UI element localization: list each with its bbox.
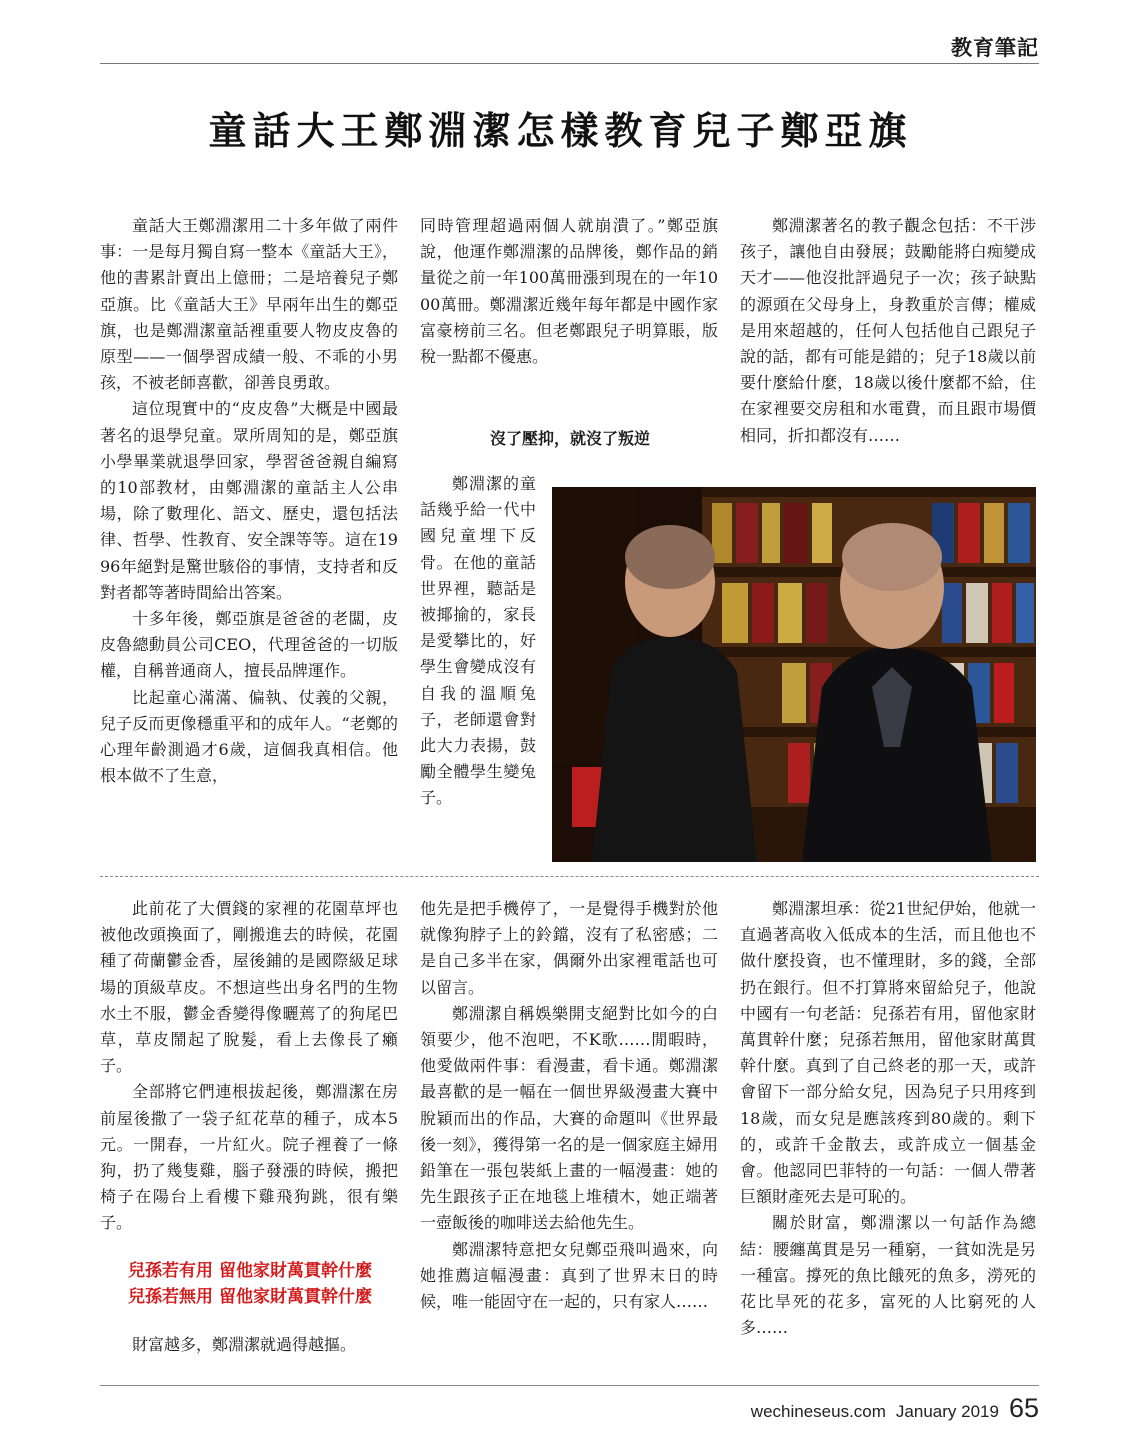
- paragraph: 財富越多，鄭淵潔就過得越摳。: [132, 1335, 357, 1354]
- bottom-column-1: [100, 896, 398, 1237]
- subheading-no-rebellion: 沒了壓抑，就沒了叛逆: [489, 429, 650, 448]
- header-rule: [100, 63, 1039, 64]
- footer: [751, 1393, 1039, 1424]
- page-number: 65: [1008, 1393, 1039, 1423]
- top-column-2b: [420, 471, 536, 812]
- paragraph: 全部將它們連根拔起後，鄭淵潔在房前屋後撒了一袋子紅花草的種子，成本5元。一開春，一片紅火。院子裡養了一條狗，扔了幾隻雞，腦子發漲的時候，搬把椅子在陽台上看樓下雞飛狗跳，很有樂子。: [100, 1082, 398, 1233]
- footer-site: wechineseus.com: [750, 1402, 886, 1421]
- paragraph: 鄭淵潔著名的教子觀念包括：不干涉孩子，讓他自由發展；鼓勵能將白痴變成天才——他沒批評過兒子一次；孩子缺點的源頭在父母身上，身教重於言傳；權威是用來超越的，任何人包括他自己跟兒子說的話，都有可能是錯的；兒子18歲以前要什麼給什麼，18歲以後什麼都不給，住在家裡要交房租和水電費，而且跟市場價相同，折扣都沒有……: [740, 216, 1036, 445]
- footer-rule: [100, 1385, 1039, 1386]
- footer-date: January 2019: [895, 1402, 999, 1421]
- paragraph: 鄭淵潔的童話幾乎給一代中國兒童埋下反骨。在他的童話世界裡，聽話是被揶揄的，家長是愛攀比的，好學生會變成沒有自我的溫順兔子，老師還會對此大力表揚，鼓勵全體學生變兔子。: [420, 474, 536, 808]
- top-column-1: [100, 213, 398, 789]
- paragraph: 童話大王鄭淵潔用二十多年做了兩件事：一是每月獨自寫一整本《童話大王》，他的書累計賣出上億冊；二是培養兒子鄭亞旗。比《童話大王》早兩年出生的鄭亞旗，也是鄭淵潔童話裡重要人物皮皮魯的原型——一個學習成績一般、不乖的小男孩，不被老師喜歡，卻善良勇敢。: [100, 216, 398, 393]
- paragraph: 這位現實中的“皮皮魯”大概是中國最著名的退學兒童。眾所周知的是，鄭亞旗小學畢業就退學回家，學習爸爸親自編寫的10部教材，由鄭淵潔的童話主人公串場，除了數理化、語文、歷史，還包括法律、哲學、性教育、安全課等等。這在1996年絕對是驚世駭俗的事情，支持者和反對者都等著時間給出答案。: [100, 399, 398, 602]
- top-column-2: [420, 213, 718, 370]
- photo-father-and-son: [552, 487, 1036, 862]
- bottom-column-3: [740, 896, 1036, 1341]
- red-subheading-line-2: 兒孫若無用 留他家財萬貫幹什麼: [128, 1287, 372, 1307]
- paragraph: 同時管理超過兩個人就崩潰了。”鄭亞旗說，他運作鄭淵潔的品牌後，鄭作品的銷量從之前一年100萬冊漲到現在的一年1000萬冊。鄭淵潔近幾年每年都是中國作家富豪榜前三名。但老鄭跟兒子明算賬，版稅一點都不優惠。: [420, 216, 718, 367]
- paragraph: 鄭淵潔自稱娛樂開支絕對比如今的白領要少，他不泡吧，不K歌……閒暇時，他愛做兩件事：看漫畫，看卡通。鄭淵潔最喜歡的是一幅在一個世界級漫畫大賽中脫穎而出的作品，大賽的命題叫《世界最後一刻》，獲得第一名的是一個家庭主婦用鉛筆在一張包裝紙上畫的一幅漫畫：她的先生跟孩子正在地毯上堆積木，她正端著一壺飯後的咖啡送去給他先生。: [420, 1003, 718, 1233]
- article-title: 童話大王鄭淵潔怎樣教育兒子鄭亞旗: [208, 108, 913, 153]
- bottom-column-1-end: [100, 1332, 398, 1358]
- paragraph: 鄭淵潔坦承：從21世紀伊始，他就一直過著高收入低成本的生活，而且他也不做什麼投資，也不懂理財，多的錢，全部扔在銀行。但不打算將來留給兒子，他說中國有一句老話：兒孫若有用，留他家財萬貫幹什麼；兒孫若無用，留他家財萬貫幹什麼。真到了自己終老的那一天，或許會留下一部分給女兒，因為兒子只用疼到18歲，而女兒是應該疼到80歲的。剩下的，或許千金散去，或許成立一個基金會。他認同巴菲特的一句話：一個人帶著巨額財產死去是可恥的。: [740, 899, 1036, 1207]
- section-label: 教育筆記: [951, 35, 1039, 60]
- paragraph: 十多年後，鄭亞旗是爸爸的老闆，皮皮魯總動員公司CEO，代理爸爸的一切版權，自稱普通商人，擅長品牌運作。: [100, 609, 398, 681]
- bottom-column-2: [420, 896, 718, 1315]
- photo-illustration: [552, 487, 1036, 862]
- paragraph: 此前花了大價錢的家裡的花園草坪也被他改頭換面了，剛搬進去的時候，花園種了荷蘭鬱金香，屋後鋪的是國際級足球場的頂級草皮。不想這些出身名門的生物水土不服，鬱金香變得像曬蔫了的狗尾巴草，草皮鬧起了脫髮，看上去像長了癩子。: [100, 899, 398, 1076]
- red-subheading-line-1: 兒孫若有用 留他家財萬貫幹什麼: [128, 1261, 372, 1281]
- top-column-3: [740, 213, 1036, 449]
- paragraph: 鄭淵潔特意把女兒鄭亞飛叫過來，向她推薦這幅漫畫：真到了世界末日的時候，唯一能固守在一起的，只有家人……: [420, 1239, 718, 1312]
- paragraph: 他先是把手機停了，一是覺得手機對於他就像狗脖子上的鈴鐺，沒有了私密感；二是自己多半在家，偶爾外出家裡電話也可以留言。: [420, 899, 718, 997]
- paragraph: 關於財富，鄭淵潔以一句話作為總結：腰纏萬貫是另一種窮，一貧如洗是另一種富。撐死的魚比餓死的魚多，澇死的花比旱死的花多，富死的人比窮死的人多……: [740, 1213, 1036, 1338]
- section-divider: [100, 876, 1039, 877]
- paragraph: 比起童心滿滿、偏執、仗義的父親，兒子反而更像穩重平和的成年人。“老鄭的心理年齡測過才6歲，這個我真相信。他根本做不了生意，: [100, 687, 398, 786]
- red-subheading: [100, 1258, 400, 1310]
